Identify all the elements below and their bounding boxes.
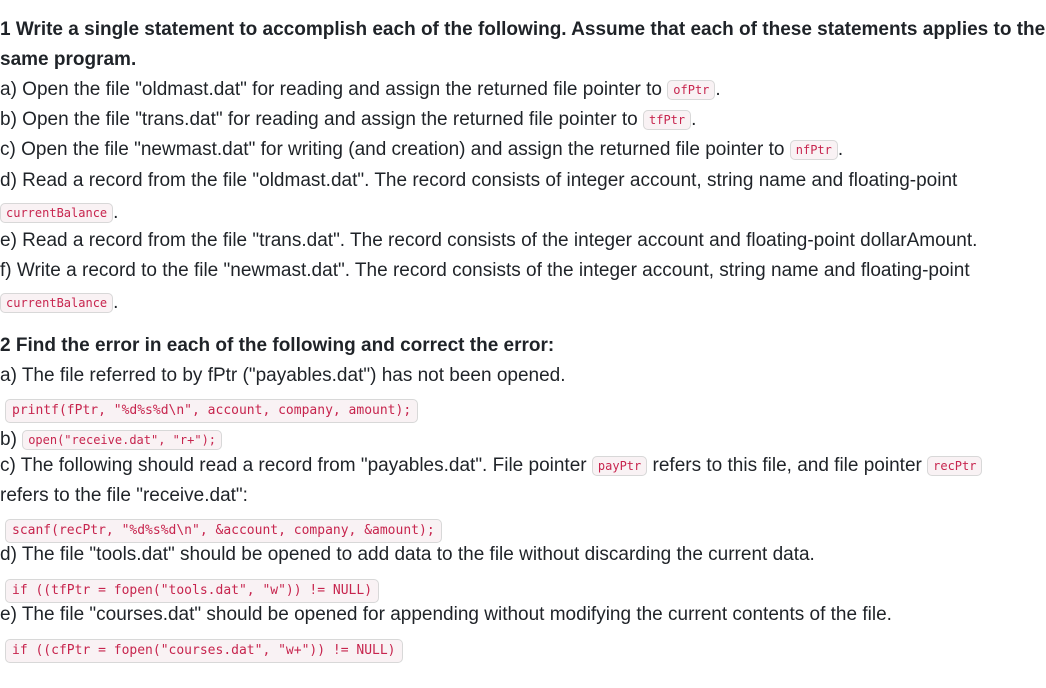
item-1c-text: c) Open the file "newmast.dat" for writing (and creation) and assign the returned file pointer to (0, 139, 785, 161)
period: . (691, 109, 697, 131)
item-2c-code-1: payPtr (592, 456, 647, 476)
section2-heading: 2 Find the error in each of the following and correct the error: (0, 335, 555, 356)
item-1d-text: d) Read a record from the file "oldmast.dat". The record consists of integer account, string name and floating-point (0, 170, 958, 191)
item-2e-text: e) The file "courses.dat" should be opened for appending without modifying the current contents of the file. (0, 604, 892, 625)
item-2b-code: open("receive.dat", "r+"); (22, 430, 222, 450)
item-2d-text: d) The file "tools.dat" should be opened to add data to the file without discarding the current data. (0, 544, 815, 565)
item-1b-code: tfPtr (643, 110, 691, 130)
item-1e-text: e) Read a record from the file "trans.dat". The record consists of the integer account and floating-point dollarAmount. (0, 230, 978, 251)
item-2c-text-2: refers to this file, and file pointer (652, 455, 922, 477)
period: . (113, 202, 119, 224)
period: . (837, 139, 844, 161)
item-1b-text: b) Open the file "trans.dat" for reading and assign the returned file pointer to (0, 109, 638, 131)
item-1d-code: currentBalance (0, 203, 113, 223)
item-1c-code: nfPtr (790, 140, 838, 160)
item-2a-text: a) The file referred to by fPtr ("payables.dat") has not been opened. (0, 365, 566, 386)
item-2c-text-3: refers to the file "receive.dat": (0, 485, 248, 506)
item-2c-code-2: recPtr (927, 456, 982, 476)
item-1b (0, 105, 696, 135)
item-1a-text: a) Open the file "oldmast.dat" for reading and assign the returned file pointer to (0, 79, 662, 101)
item-1f-code-line (0, 288, 118, 318)
item-1c (0, 135, 843, 165)
section1-heading-line1: 1 Write a single statement to accomplish each of the following. Assume that each of these statements applies to the (0, 19, 1046, 40)
period: . (715, 79, 721, 101)
item-2b-label: b) (0, 429, 17, 451)
item-1a-code: ofPtr (667, 80, 715, 100)
item-1d-code-line (0, 198, 118, 228)
period: . (113, 292, 119, 314)
item-2d-code: if ((tfPtr = fopen("tools.dat", "w")) != NULL) (5, 579, 379, 603)
item-2c-code: scanf(recPtr, "%d%s%d\n", &account, company, &amount); (5, 519, 442, 543)
item-1a (0, 75, 721, 105)
item-1f-code: currentBalance (0, 293, 113, 313)
item-2c-line1 (0, 451, 982, 481)
item-2a-code: printf(fPtr, "%d%s%d\n", account, company, amount); (5, 399, 418, 423)
item-1f-text: f) Write a record to the file "newmast.dat". The record consists of the integer account, string name and floating-point (0, 260, 970, 281)
item-2c-text-1: c) The following should read a record from "payables.dat". File pointer (0, 455, 587, 477)
section1-heading-line2: same program. (0, 49, 137, 70)
item-2e-code: if ((cfPtr = fopen("courses.dat", "w+")) != NULL) (5, 639, 403, 663)
